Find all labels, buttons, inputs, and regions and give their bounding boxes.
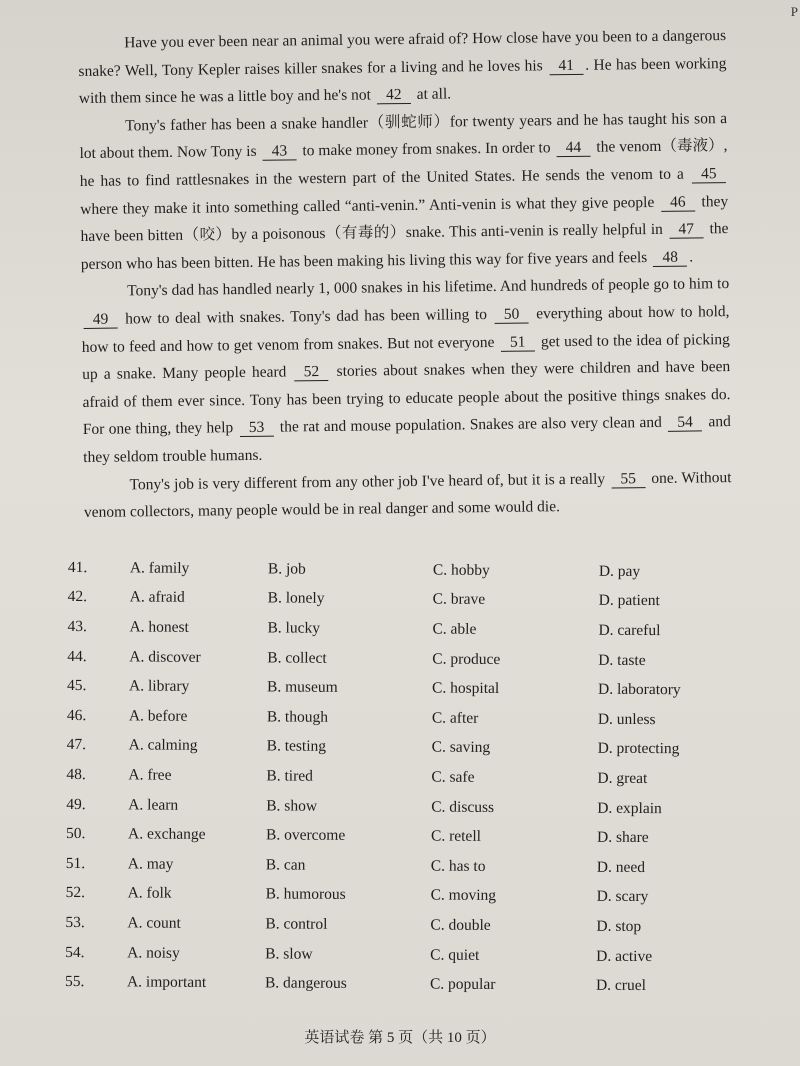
- question-number: 41.: [67, 558, 88, 576]
- option-c: C. able: [432, 620, 477, 638]
- option-a: A. noisy: [127, 943, 180, 962]
- option-b: B. tired: [266, 767, 314, 785]
- option-d: D. unless: [597, 710, 656, 728]
- option-c: C. has to: [430, 857, 486, 875]
- option-d: D. protecting: [597, 740, 680, 758]
- passage-text: where they make it into something called “anti-venin.” Anti-venin is what they give people: [80, 193, 659, 218]
- question-number: 44.: [67, 647, 87, 665]
- option-a: A. free: [128, 766, 172, 784]
- option-b: B. lucky: [267, 619, 321, 637]
- paragraph-indent: [78, 47, 124, 48]
- question-row: [66, 849, 726, 883]
- answer-options: [65, 553, 728, 1002]
- passage-text: . He has been working with them since he was a little boy and he's not: [78, 54, 727, 108]
- option-d: D. pay: [598, 562, 641, 580]
- option-c: C. produce: [432, 650, 501, 668]
- page-edge-mark: P: [790, 4, 798, 19]
- passage-text: Tony's job is very different from any other job I've heard of, but it is a really: [129, 470, 610, 493]
- option-a: A. calming: [128, 736, 198, 755]
- option-c: C. saving: [431, 738, 491, 757]
- blank-50: 50: [494, 305, 528, 323]
- passage-text: one. Without venom collectors, many people would be in real danger and some would die.: [83, 468, 732, 522]
- option-d: D. explain: [597, 799, 662, 817]
- option-d: D. stop: [596, 917, 642, 935]
- passage-text: the person who has been bitten. He has been making his living this way for five years and feels: [80, 220, 729, 273]
- blank-44: 44: [556, 139, 590, 157]
- question-number: 47.: [66, 736, 87, 754]
- option-a: A. folk: [127, 884, 172, 903]
- paragraph-indent: [84, 489, 130, 490]
- option-d: D. careful: [598, 621, 661, 640]
- blank-45: 45: [692, 165, 726, 183]
- reading-passage: [78, 22, 732, 527]
- question-row: [67, 612, 727, 646]
- option-a: A. afraid: [129, 588, 185, 607]
- question-row: [66, 790, 726, 824]
- blank-43: 43: [262, 143, 296, 161]
- passage-paragraph: [83, 464, 732, 527]
- question-row: [67, 701, 727, 735]
- blank-54: 54: [668, 414, 702, 432]
- option-a: A. honest: [129, 618, 189, 636]
- question-number: 45.: [67, 677, 87, 695]
- option-a: A. family: [129, 559, 190, 577]
- passage-text: stories about snakes when they were children and have been afraid of them ever since. Tony has been trying to educate people about the positive things snakes do. For one thing, they help: [82, 358, 731, 439]
- option-b: B. slow: [265, 944, 313, 963]
- option-b: B. can: [265, 856, 306, 874]
- passage-text: the rat and mouse population. Snakes are also very clean and: [275, 414, 667, 436]
- option-d: D. patient: [598, 592, 660, 610]
- question-row: [66, 760, 726, 794]
- option-b: B. humorous: [265, 885, 346, 904]
- passage-text: Tony's father has been a snake handler（驯蛇师）for twenty years and he has taught his son a lot about them. Now Tony is: [79, 109, 728, 163]
- blank-41: 41: [549, 56, 583, 74]
- question-number: 46.: [66, 706, 87, 724]
- option-a: A. important: [126, 973, 207, 992]
- option-a: A. library: [129, 677, 190, 696]
- option-a: A. count: [127, 914, 181, 932]
- question-number: 52.: [65, 884, 86, 902]
- paragraph-indent: [81, 296, 127, 297]
- question-number: 54.: [65, 943, 85, 961]
- option-d: D. cruel: [595, 976, 646, 995]
- blank-47: 47: [669, 221, 703, 239]
- passage-text: .: [689, 248, 694, 266]
- option-c: C. moving: [430, 886, 497, 905]
- passage-text: get used to the idea of picking up a snake. Many people heard: [82, 330, 730, 384]
- option-a: A. learn: [128, 795, 179, 814]
- passage-text: at all.: [412, 85, 452, 104]
- blank-53: 53: [239, 419, 273, 437]
- page-footer: 英语试卷 第 5 页（共 10 页）: [304, 1030, 496, 1046]
- option-c: C. quiet: [430, 946, 480, 964]
- question-number: 43.: [67, 617, 87, 636]
- option-c: C. double: [430, 916, 491, 934]
- option-a: A. may: [127, 855, 174, 873]
- option-a: A. discover: [129, 648, 201, 666]
- question-row: [66, 819, 726, 853]
- question-number: 49.: [66, 795, 86, 813]
- question-row: [65, 908, 725, 942]
- option-b: B. control: [265, 915, 328, 933]
- option-c: C. after: [431, 709, 479, 727]
- blank-49: 49: [83, 310, 117, 328]
- question-number: 55.: [64, 973, 85, 991]
- question-row: [68, 583, 728, 617]
- question-row: [65, 938, 725, 972]
- option-b: B. lonely: [267, 589, 325, 608]
- paragraph-indent: [79, 130, 125, 131]
- passage-text: they have been bitten（咬）by a poisonous（有毒的）snake. This anti-venin is really helpful in: [80, 192, 729, 246]
- question-row: [65, 967, 725, 1001]
- option-b: B. dangerous: [264, 974, 347, 993]
- option-b: B. testing: [266, 737, 327, 756]
- option-d: D. scary: [596, 888, 649, 906]
- option-d: D. taste: [598, 651, 646, 669]
- passage-text: Tony's dad has handled nearly 1, 000 snakes in his lifetime. And hundreds of people go to him to: [127, 275, 730, 300]
- question-number: 53.: [65, 913, 85, 932]
- question-row: [68, 553, 728, 587]
- option-d: D. laboratory: [598, 680, 681, 699]
- blank-48: 48: [653, 248, 687, 266]
- option-c: C. retell: [430, 827, 482, 846]
- blank-46: 46: [661, 193, 695, 211]
- question-number: 48.: [66, 765, 86, 784]
- option-a: A. exchange: [127, 825, 206, 844]
- question-row: [67, 642, 727, 676]
- option-c: C. popular: [429, 975, 496, 994]
- passage-text: to make money from snakes. In order to: [298, 139, 555, 160]
- question-number: 42.: [67, 588, 88, 606]
- option-b: B. show: [266, 796, 318, 815]
- option-b: B. job: [267, 560, 306, 578]
- question-number: 50.: [65, 825, 86, 843]
- question-row: [67, 731, 727, 765]
- passage-text: everything about how to hold, how to feed and how to get venom from snakes. But not everyone: [81, 302, 730, 356]
- option-b: B. though: [266, 708, 329, 726]
- passage-text: the venom（毒液）, he has to find rattlesnakes in the western part of the United States. He sends the venom to a: [79, 137, 728, 190]
- question-number: 51.: [65, 854, 86, 872]
- option-a: A. before: [128, 707, 188, 725]
- option-b: B. collect: [267, 648, 327, 667]
- blank-52: 52: [294, 363, 328, 381]
- question-row: [66, 879, 726, 913]
- passage-text: Have you ever been near an animal you were afraid of? How close have you been to a dangerous snake? Well, Tony Kepler raises killer snakes for a living and he loves his: [78, 27, 727, 80]
- option-c: C. safe: [431, 768, 475, 786]
- passage-text: how to deal with snakes. Tony's dad has been willing to: [119, 305, 493, 328]
- option-d: D. great: [597, 769, 648, 788]
- option-c: C. brave: [432, 590, 486, 609]
- option-d: D. share: [596, 828, 649, 847]
- option-b: B. museum: [267, 678, 338, 697]
- passage-paragraph: [79, 105, 729, 278]
- blank-55: 55: [611, 470, 645, 488]
- option-c: C. hobby: [432, 561, 490, 579]
- blank-42: 42: [377, 86, 411, 104]
- passage-paragraph: [81, 270, 731, 471]
- passage-paragraph: [78, 22, 727, 113]
- question-row: [67, 671, 727, 705]
- option-c: C. hospital: [432, 679, 500, 698]
- blank-51: 51: [501, 333, 535, 351]
- passage-text: and they seldom trouble humans.: [83, 413, 731, 466]
- option-d: D. active: [596, 947, 653, 965]
- option-b: B. overcome: [265, 826, 346, 845]
- option-c: C. discuss: [431, 798, 495, 816]
- option-d: D. need: [596, 858, 646, 876]
